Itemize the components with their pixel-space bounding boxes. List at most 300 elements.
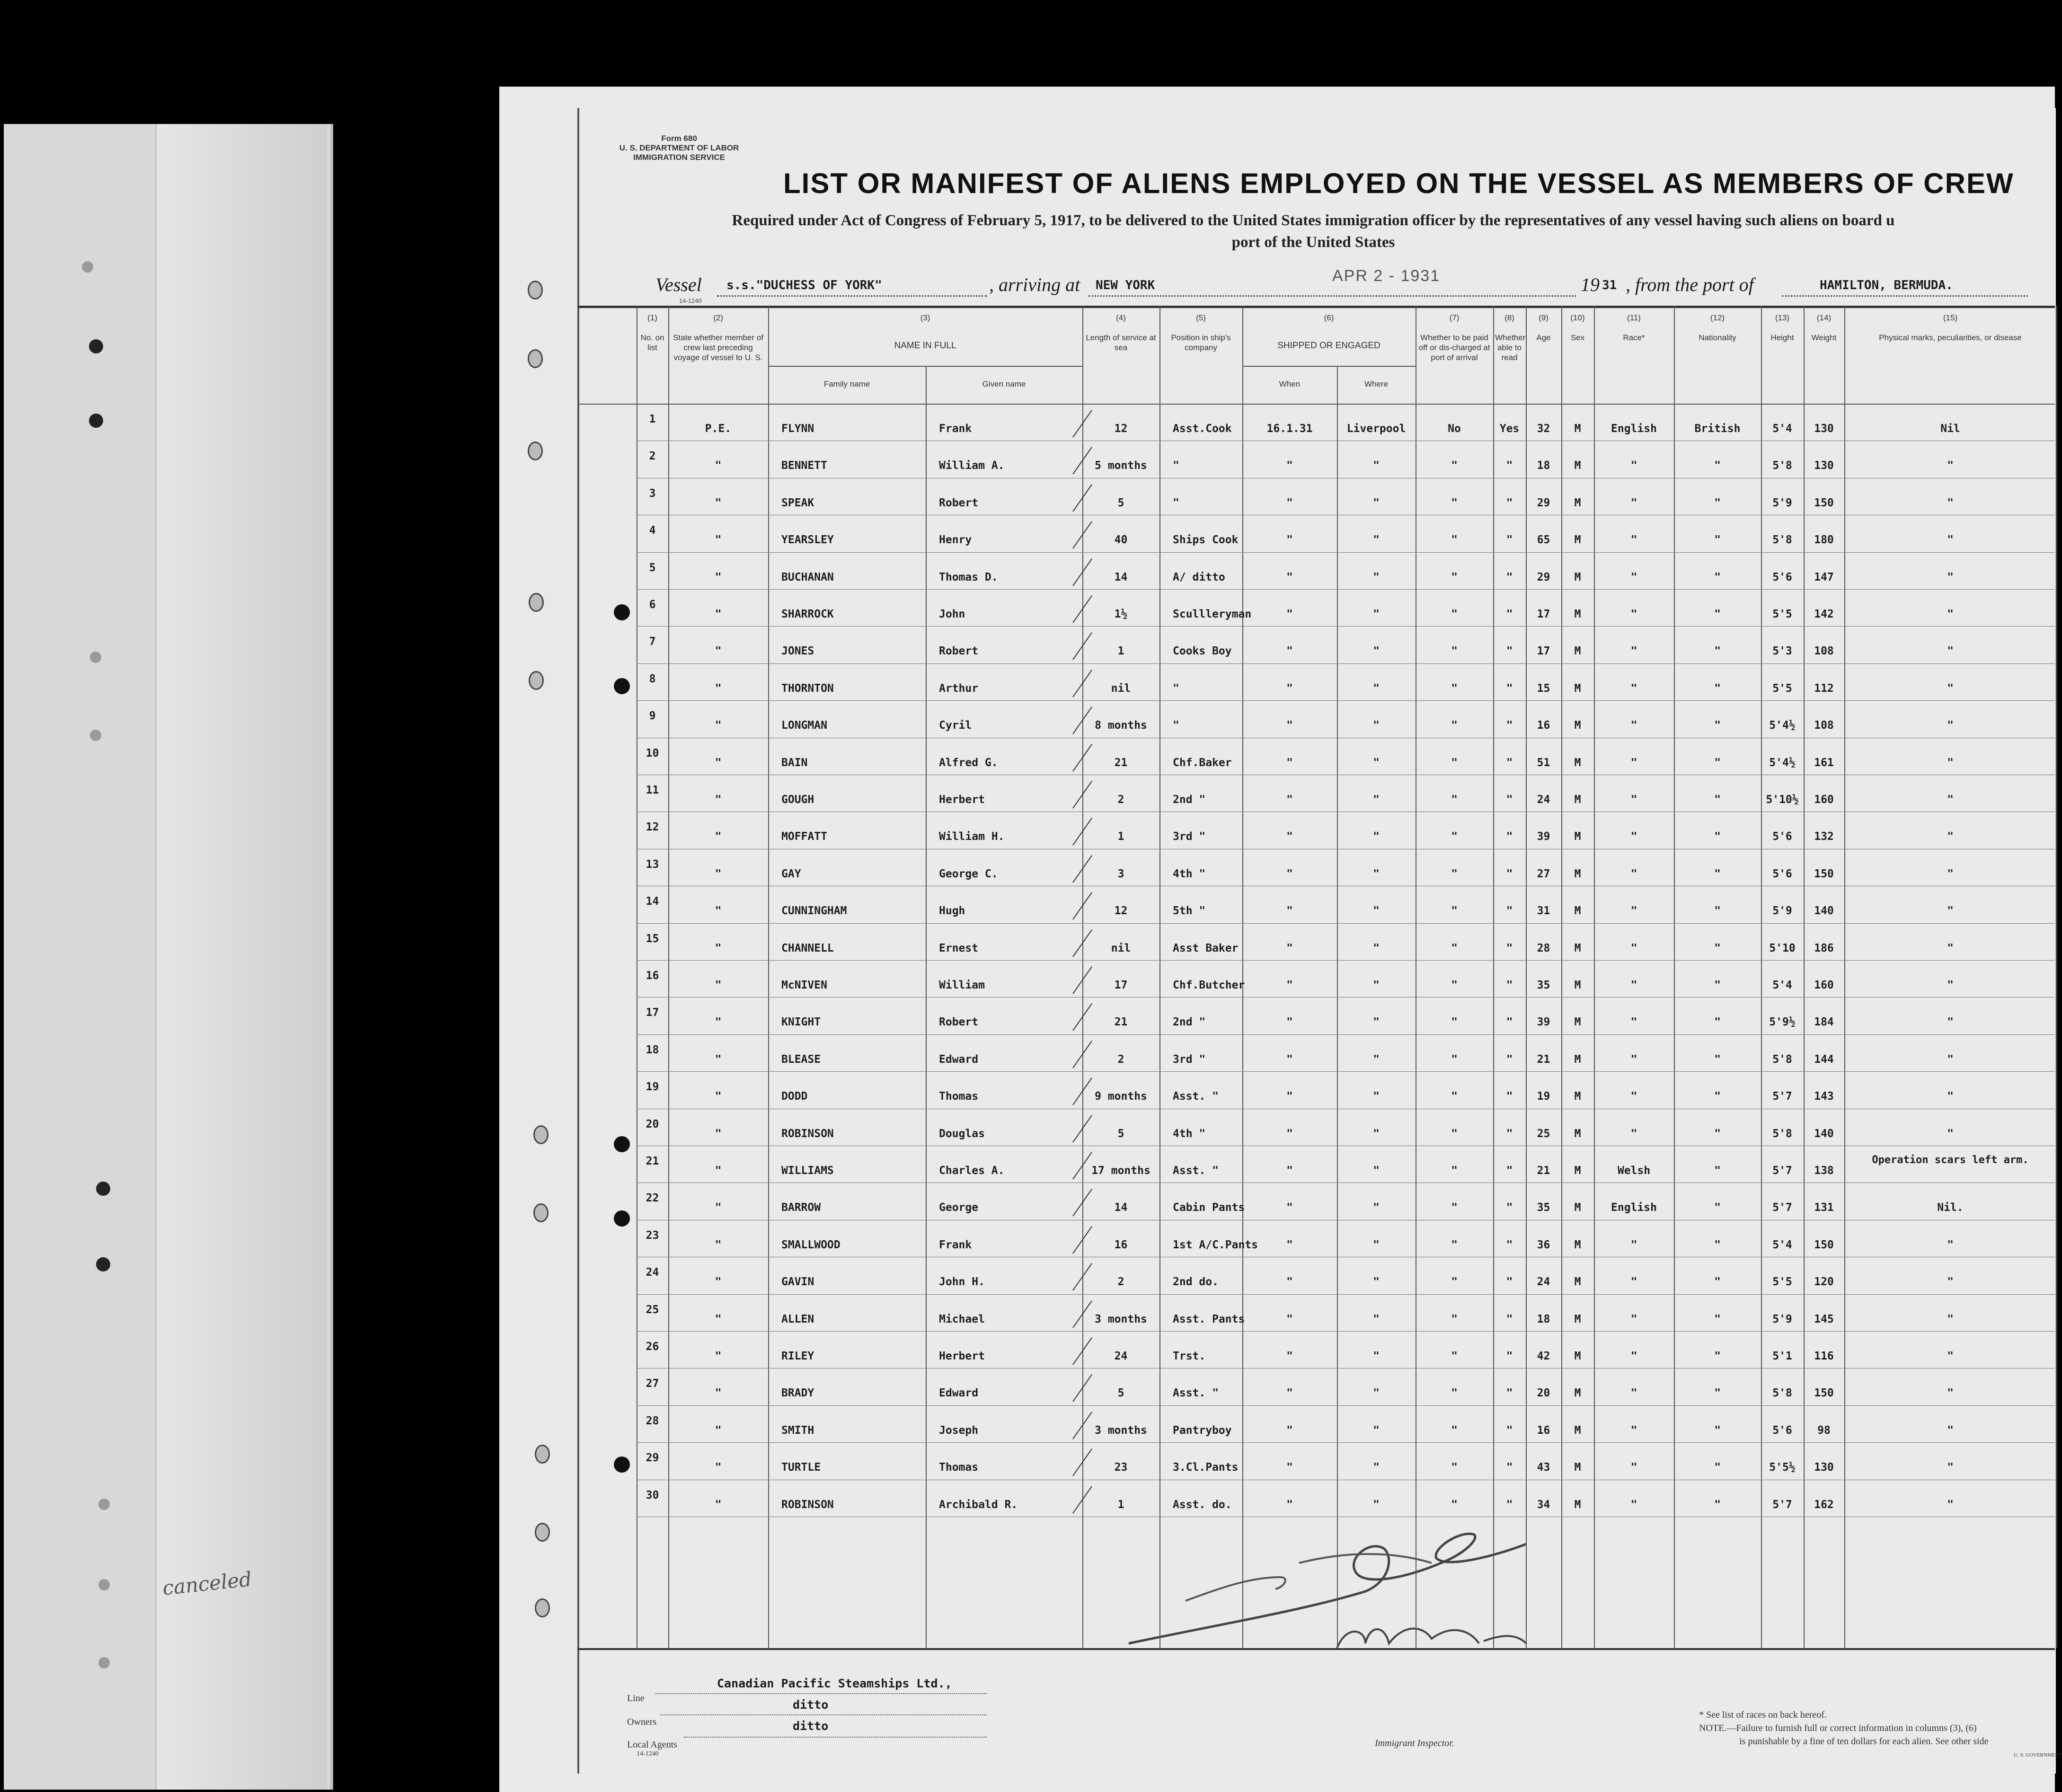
table-cell: M (1574, 423, 1581, 435)
table-cell: 142 (1814, 608, 1834, 620)
table-cell: " (1506, 830, 1513, 843)
footer-note-3: is punishable by a fine of ten dollars for each alien. See other side (1739, 1736, 1989, 1747)
table-cell: Henry (939, 534, 972, 547)
table-cell: Operation scars left arm. (1872, 1154, 2029, 1166)
table-cell: 14 (1114, 1201, 1128, 1214)
table-cell: BENNETT (781, 459, 827, 472)
table-cell: " (1286, 1350, 1293, 1362)
table-cell: SMALLWOOD (781, 1238, 841, 1251)
table-cell: 15 (1537, 682, 1550, 695)
vessel-label: Vessel (655, 274, 702, 295)
table-cell: " (1630, 1313, 1637, 1325)
table-cell: " (1714, 1424, 1721, 1437)
table-cell: " (1451, 645, 1458, 658)
table-cell: M (1574, 1016, 1581, 1029)
subtitle-line-1: Required under Act of Congress of February 5, 1917, to be delivered to the United States immigration officer by the representatives of any vessel having such aliens on board u (732, 212, 1895, 229)
table-cell: 24 (1537, 794, 1550, 806)
table-cell: " (1506, 459, 1513, 472)
table-cell: 143 (1814, 1090, 1834, 1103)
table-cell: DODD (781, 1090, 808, 1103)
table-cell: 20 (1537, 1387, 1550, 1400)
table-cell: " (715, 1350, 722, 1362)
table-cell: M (1574, 608, 1581, 620)
table-cell: 4th " (1173, 1127, 1206, 1140)
table-cell: " (1373, 608, 1380, 620)
table-cell: 18 (1537, 459, 1550, 472)
table-cell: " (1451, 979, 1458, 991)
table-cell: " (1451, 1424, 1458, 1437)
table-cell: ALLEN (781, 1313, 814, 1325)
table-cell: MOFFATT (781, 830, 827, 843)
table-cell: " (1506, 794, 1513, 806)
punch-hole (614, 1136, 630, 1152)
table-cell: " (1451, 1387, 1458, 1400)
table-cell: " (1630, 942, 1637, 954)
table-cell: " (1286, 719, 1293, 732)
table-cell: 19 (1537, 1090, 1550, 1103)
table-cell: " (1451, 1127, 1458, 1140)
binder-hole (528, 441, 543, 460)
table-cell: 9 months (1095, 1090, 1147, 1103)
punch-hole (90, 730, 101, 741)
table-cell: 3 months (1095, 1424, 1147, 1437)
column-header: SHIPPED OR ENGAGED (1277, 341, 1381, 351)
table-cell: nil (1111, 942, 1131, 954)
small-code: 14-1240 (679, 297, 702, 304)
table-cell: " (1506, 1165, 1513, 1177)
table-cell: " (1947, 682, 1954, 695)
table-cell: 18 (646, 1043, 659, 1056)
left-page-stub (4, 124, 333, 1790)
table-cell: 5'8 (1772, 1053, 1792, 1066)
header-bottom-rule (577, 404, 2055, 405)
table-cell: " (1714, 1350, 1721, 1362)
table-cell: " (1506, 905, 1513, 918)
column-rule (1337, 366, 1338, 1648)
table-cell: " (1451, 496, 1458, 509)
table-cell: " (1373, 1387, 1380, 1400)
table-cell: M (1574, 1090, 1581, 1103)
table-cell: " (1506, 942, 1513, 954)
table-cell: 30 (646, 1489, 659, 1501)
table-cell: " (1947, 1238, 1954, 1251)
table-cell: " (1506, 1127, 1513, 1140)
table-cell: M (1574, 1350, 1581, 1362)
table-cell: 1½ (1114, 608, 1128, 620)
table-cell: " (1630, 571, 1637, 583)
table-cell: 1 (1117, 645, 1124, 658)
table-cell: TURTLE (781, 1461, 821, 1474)
table-cell: M (1574, 942, 1581, 954)
table-cell: BLEASE (781, 1053, 821, 1066)
table-cell: 29 (1537, 571, 1550, 583)
table-cell: " (1506, 1461, 1513, 1474)
handwritten-note: canceled (161, 1567, 253, 1600)
table-cell: " (1286, 1387, 1293, 1400)
table-cell: " (715, 496, 722, 509)
table-cell: George C. (939, 867, 998, 880)
table-cell: 16 (1537, 1424, 1550, 1437)
table-cell: Chf.Baker (1173, 756, 1232, 769)
table-cell: " (1630, 979, 1637, 991)
table-cell: " (1947, 1498, 1954, 1511)
table-cell: 16.1.31 (1266, 423, 1313, 435)
table-cell: " (1286, 1201, 1293, 1214)
table-cell: " (715, 1498, 722, 1511)
vessel-name-rule (717, 295, 987, 297)
table-cell: 5'6 (1772, 571, 1792, 583)
table-cell: " (1714, 608, 1721, 620)
table-cell: CHANNELL (781, 942, 834, 954)
table-cell: 5'6 (1772, 1424, 1792, 1437)
table-cell: 36 (1537, 1238, 1550, 1251)
table-cell: " (1286, 756, 1293, 769)
table-cell: Thomas (939, 1090, 979, 1103)
table-cell: P.E. (705, 423, 732, 435)
row-rule (637, 960, 2055, 961)
column-number: (8) (1504, 313, 1514, 322)
table-cell: " (1451, 1016, 1458, 1029)
table-cell: Herbert (939, 1350, 985, 1362)
footer-note-1: * See list of races on back hereof. (1699, 1710, 1827, 1720)
column-number: (6) (1324, 313, 1334, 322)
table-cell: 23 (646, 1229, 659, 1242)
table-cell: GOUGH (781, 794, 814, 806)
table-cell: " (1506, 571, 1513, 583)
table-cell: 34 (1537, 1498, 1550, 1511)
table-cell: Asst. Pants (1173, 1313, 1245, 1325)
table-cell: 145 (1814, 1313, 1834, 1325)
table-cell: 5'9 (1772, 1313, 1792, 1325)
table-cell: " (1714, 867, 1721, 880)
table-cell: Asst. do. (1173, 1498, 1232, 1511)
punch-hole (96, 1182, 110, 1196)
table-cell: ROBINSON (781, 1498, 834, 1511)
table-cell: 17 (1114, 979, 1128, 991)
column-number: (1) (647, 313, 657, 322)
table-cell: JONES (781, 645, 814, 658)
table-cell: 22 (646, 1192, 659, 1205)
table-cell: " (715, 979, 722, 991)
table-cell: 8 (649, 672, 656, 685)
table-cell: 28 (646, 1414, 659, 1427)
table-cell: William A. (939, 459, 1005, 472)
table-cell: " (1506, 1276, 1513, 1289)
table-cell: 21 (1114, 756, 1128, 769)
table-cell: 5'8 (1772, 1387, 1792, 1400)
table-cell: 42 (1537, 1350, 1550, 1362)
table-cell: 21 (1537, 1165, 1550, 1177)
table-cell: 5'4 (1772, 423, 1792, 435)
line-value: Canadian Pacific Steamships Ltd., (717, 1677, 952, 1690)
table-cell: 21 (1114, 1016, 1128, 1029)
table-cell: Welsh (1617, 1165, 1651, 1177)
table-cell: " (1630, 534, 1637, 547)
page-title: LIST OR MANIFEST OF ALIENS EMPLOYED ON THE VESSEL AS MEMBERS OF CREW (783, 168, 2014, 199)
table-cell: M (1574, 979, 1581, 991)
table-cell: 31 (1537, 905, 1550, 918)
table-cell: " (1373, 1165, 1380, 1177)
table-cell: GAY (781, 867, 801, 880)
table-cell: " (1373, 1201, 1380, 1214)
table-cell: " (715, 1276, 722, 1289)
table-cell: 5'8 (1772, 534, 1792, 547)
table-cell: " (715, 459, 722, 472)
table-cell: 11 (646, 784, 659, 796)
table-cell: 150 (1814, 867, 1834, 880)
agents-label: Local Agents (627, 1739, 678, 1750)
table-cell: " (1714, 1090, 1721, 1103)
table-cell: " (1947, 1313, 1954, 1325)
table-cell: 1 (649, 413, 656, 425)
table-cell: " (1451, 905, 1458, 918)
table-cell: Yes (1499, 423, 1520, 435)
table-cell: Asst.Cook (1173, 423, 1232, 435)
table-cell: " (715, 1313, 722, 1325)
table-cell: " (1947, 1387, 1954, 1400)
table-cell: John (939, 608, 965, 620)
table-cell: Robert (939, 496, 979, 509)
table-cell: " (1451, 756, 1458, 769)
owners-label: Owners (627, 1717, 657, 1727)
binder-hole (535, 1598, 550, 1617)
table-cell: " (1506, 1201, 1513, 1214)
table-cell: " (715, 1090, 722, 1103)
column-header: Sex (1570, 333, 1585, 342)
table-cell: 26 (646, 1341, 659, 1353)
table-cell: " (1373, 496, 1380, 509)
table-cell: " (715, 1424, 722, 1437)
table-cell: " (1506, 756, 1513, 769)
table-cell: " (1286, 534, 1293, 547)
table-cell: " (1506, 1498, 1513, 1511)
table-cell: 3 months (1095, 1313, 1147, 1325)
table-cell: 24 (1537, 1276, 1550, 1289)
from-label: , from the port of (1626, 274, 1754, 295)
date-stamp: APR 2 - 1931 (1332, 267, 1441, 285)
table-cell: " (1714, 1016, 1721, 1029)
table-cell: " (1630, 830, 1637, 843)
column-header: Whether able to read (1495, 333, 1526, 362)
table-cell: " (1714, 830, 1721, 843)
table-cell: 19 (646, 1081, 659, 1094)
line-rule (655, 1693, 987, 1694)
table-cell: " (715, 571, 722, 583)
subtitle (627, 210, 2000, 253)
table-cell: " (1630, 1461, 1637, 1474)
table-cell: " (1451, 1313, 1458, 1325)
table-cell: KNIGHT (781, 1016, 821, 1029)
table-cell: George (939, 1201, 979, 1214)
table-cell: nil (1111, 682, 1131, 695)
table-cell: 25 (646, 1303, 659, 1316)
table-cell: " (1451, 942, 1458, 954)
table-cell: WILLIAMS (781, 1165, 834, 1177)
table-cell: 21 (646, 1155, 659, 1167)
table-cell: " (1286, 867, 1293, 880)
table-cell: 186 (1814, 942, 1834, 954)
table-cell: " (715, 756, 722, 769)
arriving-port: NEW YORK (1096, 278, 1155, 292)
table-cell: M (1574, 496, 1581, 509)
table-cell: " (1714, 1461, 1721, 1474)
table-cell: Thomas (939, 1461, 979, 1474)
table-cell: " (1506, 1387, 1513, 1400)
table-cell: " (1506, 608, 1513, 620)
table-cell: 6 (649, 599, 656, 611)
table-cell: " (1373, 867, 1380, 880)
table-cell: " (1506, 1238, 1513, 1251)
table-cell: " (1286, 608, 1293, 620)
column-number: (9) (1539, 313, 1549, 322)
column-number: (13) (1775, 313, 1790, 322)
punch-hole (89, 339, 103, 353)
table-cell: 112 (1814, 682, 1834, 695)
table-cell: 32 (1537, 423, 1550, 435)
table-cell: 116 (1814, 1350, 1834, 1362)
table-cell: 150 (1814, 496, 1834, 509)
table-cell: " (1286, 1238, 1293, 1251)
table-cell: " (1451, 1201, 1458, 1214)
form-number-block (608, 134, 750, 162)
punch-hole (98, 1579, 110, 1590)
table-cell: 35 (1537, 979, 1550, 991)
table-cell: Arthur (939, 682, 979, 695)
table-cell: " (1947, 1276, 1954, 1289)
punch-hole (98, 1499, 110, 1510)
table-cell: 17 (1537, 608, 1550, 620)
table-cell: " (1286, 942, 1293, 954)
table-cell: Cooks Boy (1173, 645, 1232, 658)
punch-hole (89, 414, 103, 428)
table-cell: 15 (646, 932, 659, 945)
table-cell: " (1373, 1350, 1380, 1362)
stub-fold (155, 124, 327, 1790)
table-cell: " (1373, 942, 1380, 954)
table-cell: RILEY (781, 1350, 814, 1362)
table-cell: 2nd do. (1173, 1276, 1219, 1289)
table-cell: " (1286, 830, 1293, 843)
punch-hole (614, 1210, 630, 1227)
table-cell: 17 (1537, 645, 1550, 658)
table-cell: " (1630, 1127, 1637, 1140)
table-cell: 29 (1537, 496, 1550, 509)
table-cell: " (1947, 459, 1954, 472)
table-cell: " (1373, 1127, 1380, 1140)
table-cell: " (1286, 571, 1293, 583)
table-cell: 28 (1537, 942, 1550, 954)
table-cell: 7 (649, 636, 656, 648)
table-cell: " (1373, 645, 1380, 658)
manifest-sheet (499, 87, 2062, 1792)
table-cell: 1 (1117, 1498, 1124, 1511)
table-cell: " (1373, 534, 1380, 547)
table-cell: 5'7 (1772, 1165, 1792, 1177)
column-header: Length of service at sea (1086, 333, 1156, 352)
table-cell: 2nd " (1173, 1016, 1206, 1029)
table-cell: " (1714, 682, 1721, 695)
table-cell: 131 (1814, 1201, 1834, 1214)
table-cell: 40 (1114, 534, 1128, 547)
table-cell: M (1574, 645, 1581, 658)
table-cell: " (1373, 1090, 1380, 1103)
table-cell: 16 (1537, 719, 1550, 732)
row-rule (637, 1442, 2055, 1443)
table-cell: Scullleryman (1173, 608, 1252, 620)
table-cell: Liverpool (1346, 423, 1406, 435)
table-cell: " (1947, 1424, 1954, 1437)
table-cell: " (1947, 942, 1954, 954)
table-cell: M (1574, 459, 1581, 472)
table-cell: " (1506, 534, 1513, 547)
table-cell: Edward (939, 1053, 979, 1066)
table-cell: 144 (1814, 1053, 1834, 1066)
row-rule (637, 663, 2055, 664)
signature (1100, 1506, 1550, 1662)
table-cell: " (1451, 608, 1458, 620)
table-cell: " (1714, 942, 1721, 954)
table-cell: M (1574, 571, 1581, 583)
table-cell: " (1714, 1201, 1721, 1214)
table-cell: GAVIN (781, 1276, 814, 1289)
table-cell: Hugh (939, 905, 965, 918)
table-cell: 24 (646, 1266, 659, 1279)
table-cell: 5 (1117, 1127, 1124, 1140)
table-cell: " (1373, 979, 1380, 991)
table-cell: 147 (1814, 571, 1834, 583)
table-cell: 10 (646, 747, 659, 759)
table-cell: Michael (939, 1313, 985, 1325)
table-cell: " (1714, 534, 1721, 547)
table-cell: " (1286, 905, 1293, 918)
column-number: (3) (920, 313, 930, 322)
table-cell: 5'1 (1772, 1350, 1792, 1362)
column-subheader: Family name (823, 380, 870, 388)
row-rule (637, 923, 2055, 924)
table-cell: " (1714, 1387, 1721, 1400)
column-rule (926, 366, 927, 1648)
table-cell: " (1714, 1053, 1721, 1066)
table-cell: Joseph (939, 1424, 979, 1437)
table-cell: 150 (1814, 1238, 1834, 1251)
table-cell: SHARROCK (781, 608, 834, 620)
table-cell: " (1630, 1090, 1637, 1103)
table-cell: 5 (649, 561, 656, 574)
table-cell: M (1574, 1165, 1581, 1177)
column-number: (2) (713, 313, 723, 322)
table-top-rule (577, 306, 2055, 308)
table-cell: " (1451, 794, 1458, 806)
table-cell: " (1373, 830, 1380, 843)
table-cell: " (1630, 756, 1637, 769)
table-cell: " (1173, 682, 1179, 695)
table-cell: " (1451, 830, 1458, 843)
table-cell: " (1373, 719, 1380, 732)
table-cell: M (1574, 756, 1581, 769)
table-cell: 1st A/C.Pants (1173, 1238, 1258, 1251)
column-header: Height (1770, 333, 1794, 342)
row-rule (637, 1034, 2055, 1035)
table-cell: 5'10 (1769, 942, 1796, 954)
table-cell: 5'5 (1772, 1276, 1792, 1289)
table-cell: 140 (1814, 905, 1834, 918)
table-cell: M (1574, 719, 1581, 732)
table-cell: 5'4½ (1769, 756, 1796, 769)
table-cell: M (1574, 905, 1581, 918)
table-cell: " (1714, 1127, 1721, 1140)
column-rule (1159, 306, 1160, 1648)
column-number: (11) (1627, 313, 1641, 322)
